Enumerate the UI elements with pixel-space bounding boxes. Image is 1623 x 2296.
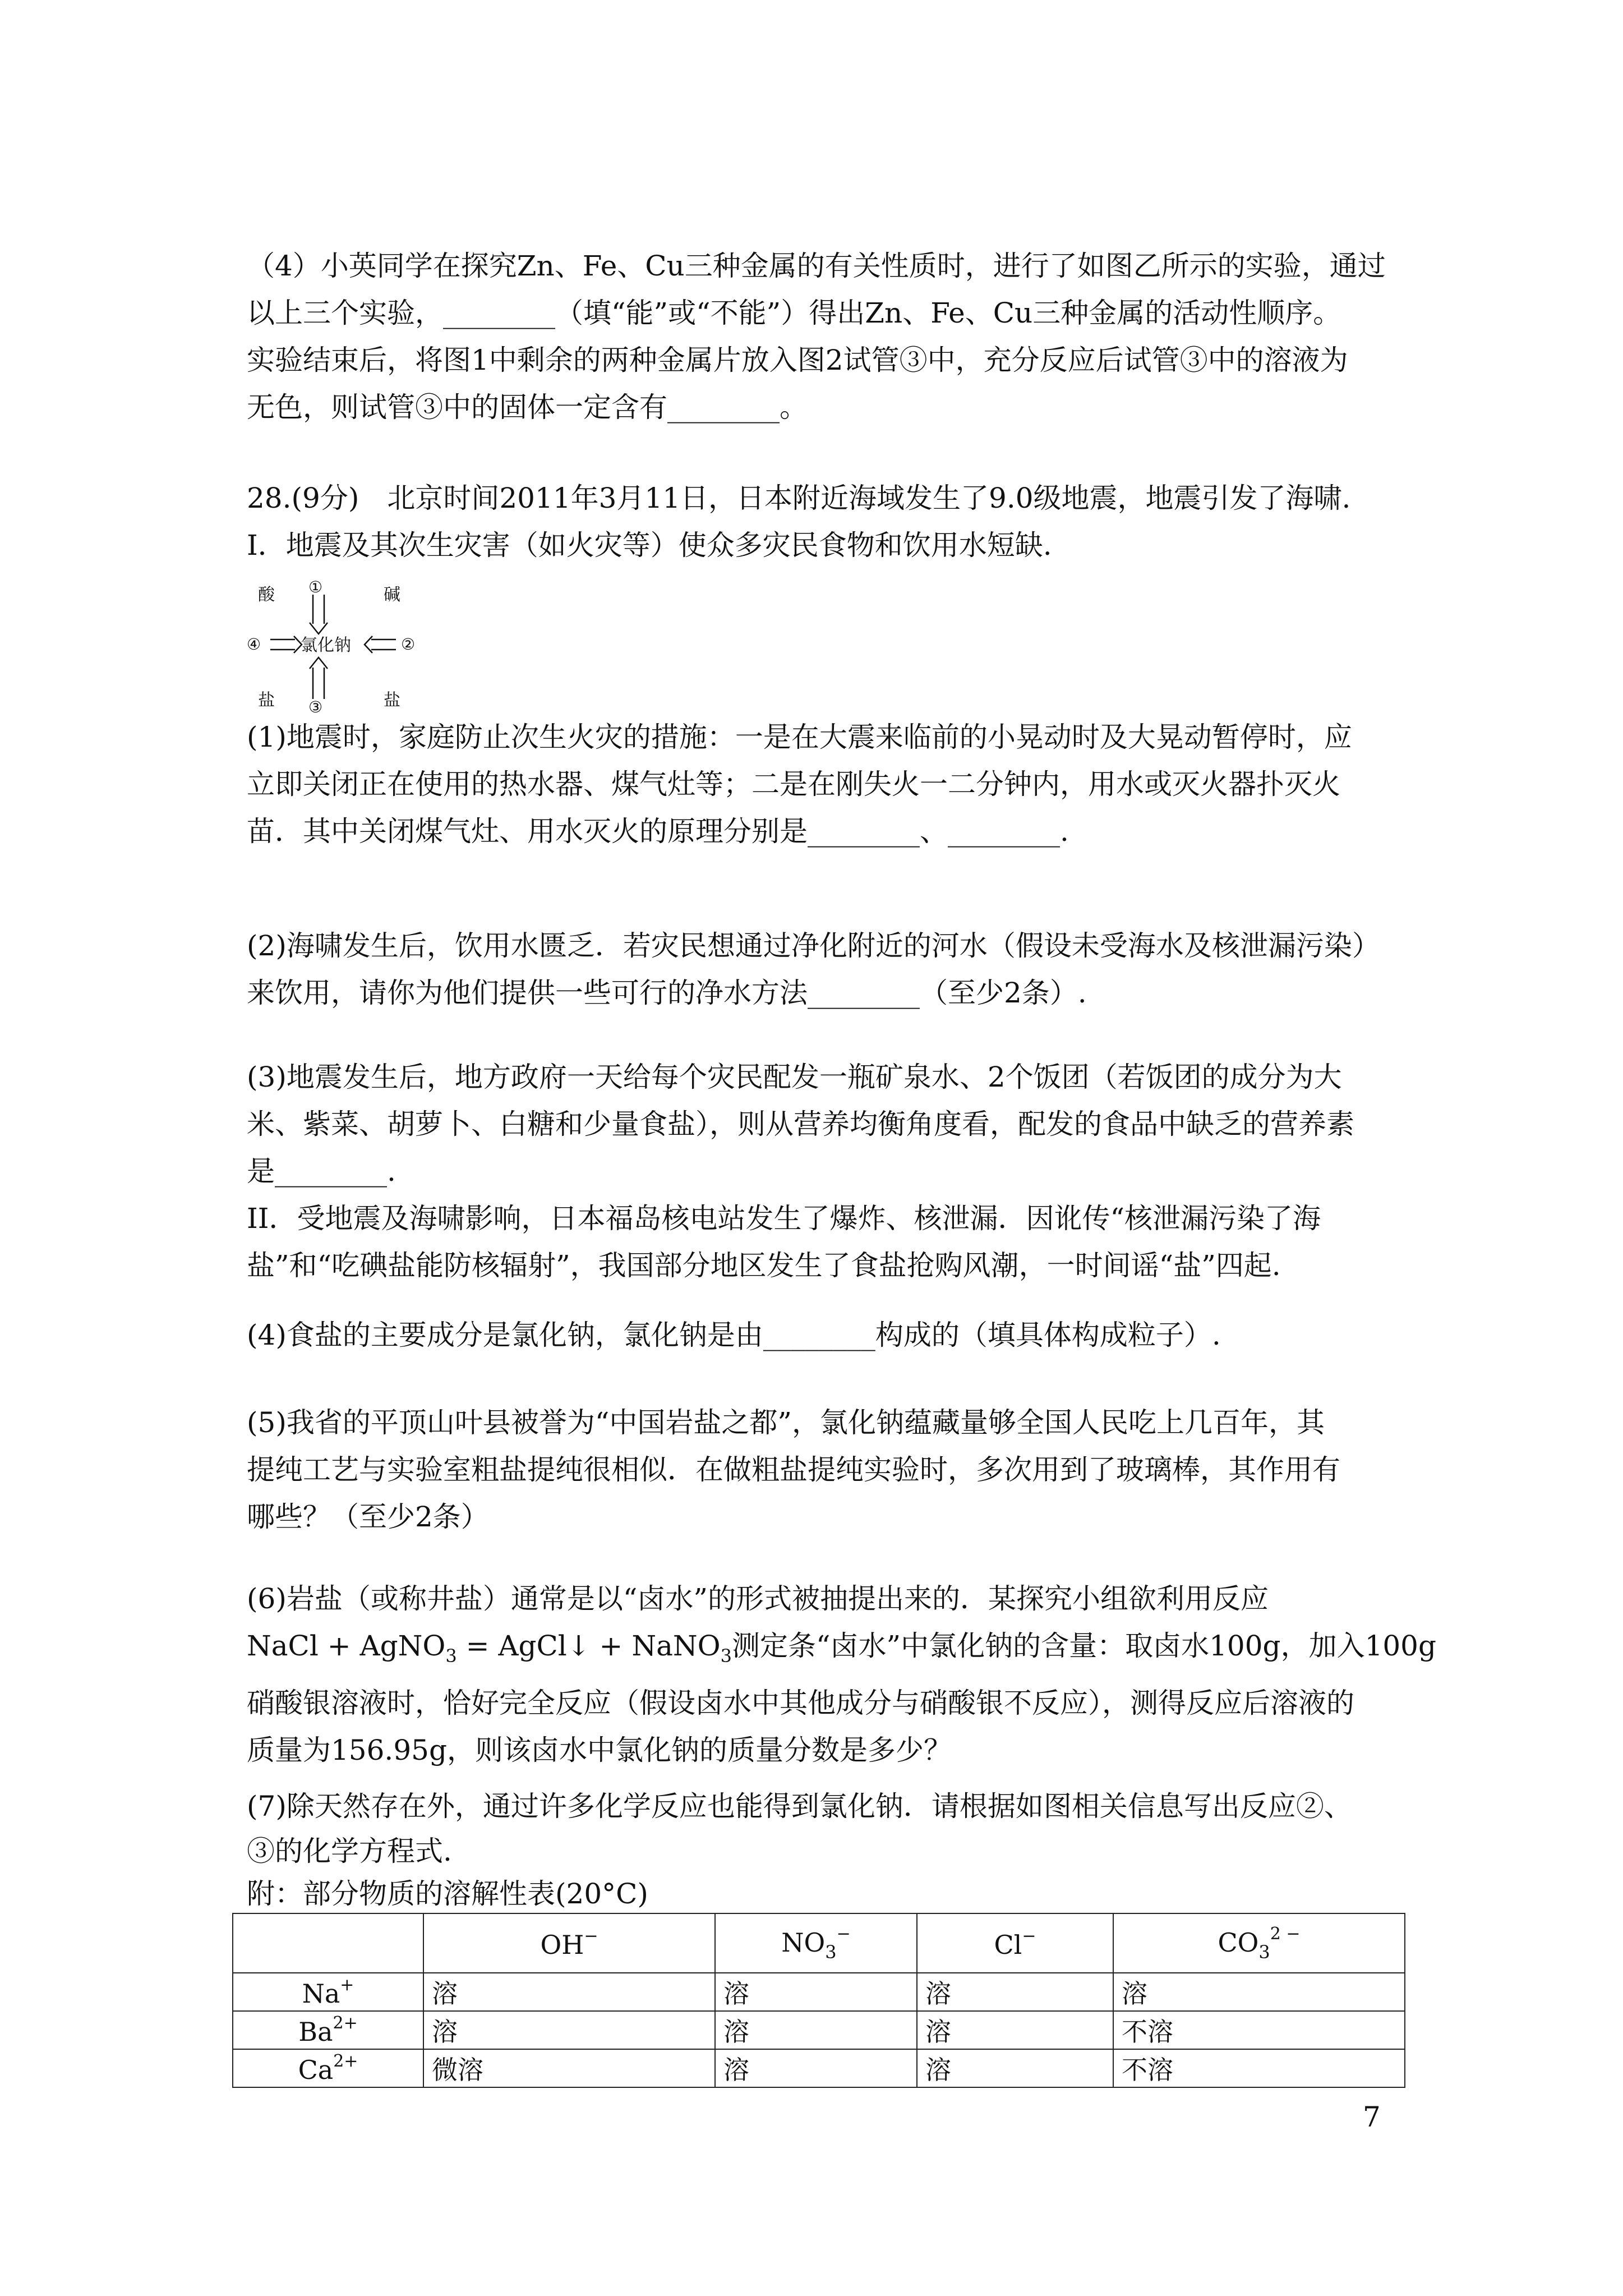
- table-cell: 溶: [715, 1973, 917, 2011]
- table-cell: 溶: [1113, 1973, 1405, 2011]
- table-caption: 附：部分物质的溶解性表(20°C): [247, 1878, 648, 1910]
- diagram-num-1: ①: [308, 578, 323, 596]
- q28-6-line4: 质量为156.95g，则该卤水中氯化钠的质量分数是多少？: [247, 1734, 952, 1766]
- diagram-center-nacl: 氯化钠: [301, 636, 351, 655]
- sodium-chloride-diagram: [247, 578, 437, 718]
- equation-left: NaCl + AgNO: [247, 1630, 446, 1662]
- cation-ba: $Ba^{2+}$: [233, 2011, 423, 2049]
- table-cell: 溶: [917, 1973, 1113, 2011]
- q28-4-line1: (4)食盐的主要成分是氯化钠，氯化钠是由________构成的（填具体构成粒子）.: [247, 1319, 1221, 1351]
- table-corner-cell: [233, 1913, 423, 1973]
- table-cell: 不溶: [1113, 2011, 1405, 2049]
- table-cell: 溶: [715, 2049, 917, 2087]
- equation-right: = AgCl↓ + NaNO: [457, 1630, 721, 1662]
- diagram-num-4: ④: [247, 635, 261, 654]
- q28-part2-line1: II．受地震及海啸影响，日本福岛核电站发生了爆炸、核泄漏．因讹传“核泄漏污染了海: [247, 1202, 1321, 1235]
- anion-co3: $CO_3^{2 -}$: [1113, 1913, 1405, 1973]
- table-cell: 溶: [423, 2011, 715, 2049]
- table-row: [233, 2011, 1405, 2049]
- table-header-row: [233, 1913, 1405, 1973]
- diagram-num-3: ③: [308, 698, 323, 716]
- q28-5-line2: 提纯工艺与实验室粗盐提纯很相似．在做粗盐提纯实验时，多次用到了玻璃棒，其作用有: [247, 1453, 1340, 1486]
- q28-title: 28.(9分) 北京时间2011年3月11日，日本附近海域发生了9.0级地震，地震引发了海啸.: [247, 482, 1351, 514]
- q28-5-line3: 哪些？（至少2条）: [247, 1501, 489, 1533]
- q28-6-line3: 硝酸银溶液时，恰好完全反应（假设卤水中其他成分与硝酸银不反应），测得反应后溶液的: [247, 1687, 1354, 1719]
- equation-sub-1: 3: [445, 1645, 457, 1667]
- anion-no3: $NO_3^-$: [715, 1913, 917, 1973]
- diagram-salt-right-label: 盐: [384, 691, 400, 710]
- q28-1-line1: (1)地震时，家庭防止次生火灾的措施：一是在大震来临前的小晃动时及大晃动暂停时，应: [247, 721, 1352, 753]
- q27-part4: [247, 242, 1413, 431]
- cation-na: Na+: [233, 1973, 423, 2011]
- q27-4-line4: 无色，则试管③中的固体一定含有________。: [247, 391, 808, 424]
- anion-oh: OH−: [423, 1913, 715, 1973]
- q27-4-line3: 实验结束后，将图1中剩余的两种金属片放入图2试管③中，充分反应后试管③中的溶液为: [247, 344, 1348, 376]
- q27-4-line2: 以上三个实验，________（填“能”或“不能”）得出Zn、Fe、Cu三种金属的活动性顺序。: [247, 297, 1341, 329]
- q28-sub2: [247, 922, 1413, 1016]
- q28-header: [247, 475, 1413, 569]
- q28-1-line3: 苗．其中关闭煤气灶、用水灭火的原理分别是________、________.: [247, 815, 1069, 848]
- q28-3-line2: 米、紫菜、胡萝卜、白糖和少量食盐），则从营养均衡角度看，配发的食品中缺乏的营养素: [247, 1108, 1354, 1140]
- table-cell: 溶: [423, 1973, 715, 2011]
- q28-sub6: [247, 1575, 1437, 1774]
- q28-6-line2-rest: 测定条“卤水”中氯化钠的含量：取卤水100g，加入100g: [732, 1630, 1437, 1662]
- q28-sub1: [247, 714, 1413, 855]
- table-row: [233, 1973, 1405, 2011]
- q28-7-line1: (7)除天然存在外，通过许多化学反应也能得到氯化钠．请根据如图相关信息写出反应②、: [247, 1790, 1352, 1823]
- diagram-num-2: ②: [401, 635, 416, 654]
- cation-ca: $Ca^{2+}$: [233, 2049, 423, 2087]
- q28-sub4: [247, 1312, 1413, 1359]
- solubility-table: [232, 1913, 1405, 2088]
- table-cell: 微溶: [423, 2049, 715, 2087]
- q28-3-line1: (3)地震发生后，地方政府一天给每个灾民配发一瓶矿泉水、2个饭团（若饭团的成分为大: [247, 1061, 1342, 1093]
- q28-6-line1: (6)岩盐（或称井盐）通常是以“卤水”的形式被抽提出来的．某探究小组欲利用反应: [247, 1582, 1269, 1615]
- table-cell: 溶: [917, 2049, 1113, 2087]
- q28-1-line2: 立即关闭正在使用的热水器、煤气灶等；二是在刚失火一二分钟内，用水或灭火器扑灭火: [247, 768, 1340, 800]
- q28-6-line2: [247, 1622, 1437, 1680]
- q28-3-line3: 是________.: [247, 1155, 396, 1188]
- anion-cl: Cl−: [917, 1913, 1113, 1973]
- table-cell: 溶: [917, 2011, 1113, 2049]
- q28-sub3: [247, 1053, 1413, 1289]
- table-row: [233, 2049, 1405, 2087]
- diagram-salt-left-label: 盐: [258, 691, 275, 710]
- diagram-base-label: 碱: [384, 585, 400, 605]
- q28-5-line1: (5)我省的平顶山叶县被誉为“中国岩盐之都”，氯化钠蕴藏量够全国人民吃上几百年，其: [247, 1406, 1325, 1439]
- q27-4-line1: （4）小英同学在探究Zn、Fe、Cu三种金属的有关性质时，进行了如图乙所示的实验，通过: [247, 250, 1386, 282]
- page-number: 7: [1363, 2101, 1381, 2133]
- equation-sub-2: 3: [720, 1645, 732, 1667]
- table-cell: 溶: [715, 2011, 917, 2049]
- q28-sub7: [247, 1783, 1413, 1915]
- q28-7-line2: ③的化学方程式.: [247, 1835, 452, 1867]
- q28-sub5: [247, 1399, 1413, 1540]
- diagram-acid-label: 酸: [258, 585, 275, 605]
- table-cell: 不溶: [1113, 2049, 1405, 2087]
- q28-2-line1: (2)海啸发生后，饮用水匮乏．若灾民想通过净化附近的河水（假设未受海水及核泄漏污染）: [247, 930, 1380, 962]
- q28-2-line2: 来饮用，请你为他们提供一些可行的净水方法________（至少2条）.: [247, 977, 1087, 1009]
- q28-part2-line2: 盐”和“吃碘盐能防核辐射”，我国部分地区发生了食盐抢购风潮，一时间谣“盐”四起.: [247, 1249, 1281, 1282]
- q28-part1-intro: I．地震及其次生灾害（如火灾等）使众多灾民食物和饮用水短缺.: [247, 529, 1052, 562]
